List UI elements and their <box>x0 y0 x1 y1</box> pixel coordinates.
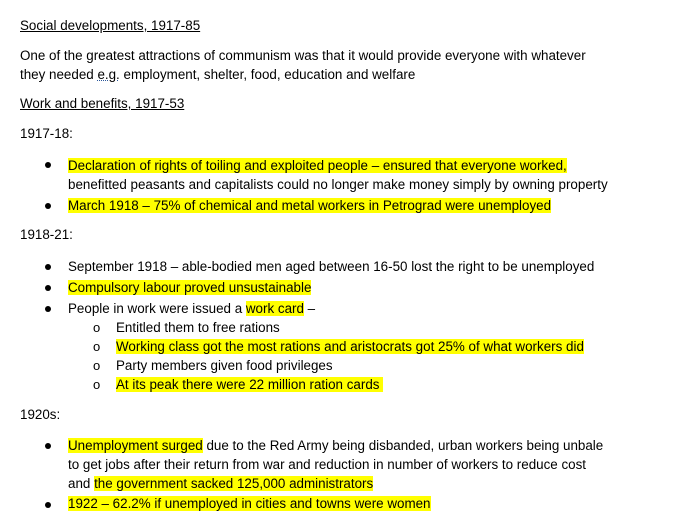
highlighted-text: At its peak there were 22 million ration cards <box>116 377 384 392</box>
section-heading: Work and benefits, 1917-53 <box>20 96 185 111</box>
item-text: People in work were issued a <box>68 301 246 316</box>
intro-text-b: employment, shelter, food, education and welfare <box>119 67 416 82</box>
bullet-icon <box>45 285 51 291</box>
sub-bullet-icon: o <box>93 358 101 373</box>
list-item-continuation: to get jobs after their return from war and reduction in number of workers to reduce cost <box>68 457 587 472</box>
list-item-continuation <box>68 474 373 493</box>
sub-bullet-icon: o <box>93 377 101 392</box>
list-item <box>68 278 311 297</box>
intro-text-a: they needed <box>20 67 98 82</box>
list-item <box>68 299 315 318</box>
highlighted-text: Unemployment surged <box>68 438 203 453</box>
highlighted-text: Compulsory labour proved unsustainable <box>68 280 312 295</box>
list-item <box>68 494 431 513</box>
period-label: 1917-18: <box>20 126 73 141</box>
bullet-icon <box>45 264 51 270</box>
bullet-icon <box>45 306 51 312</box>
sub-list-item <box>116 375 383 394</box>
highlighted-text: March 1918 – 75% of chemical and metal workers in Petrograd were unemployed <box>68 198 552 213</box>
highlighted-text: Declaration of rights of toiling and exploited people – ensured that everyone worked, <box>68 158 567 173</box>
period-label: 1918-21: <box>20 227 73 242</box>
intro-line-1: One of the greatest attractions of communism was that it would provide everyone with whatever <box>20 48 586 63</box>
list-item <box>68 436 603 455</box>
sub-bullet-icon: o <box>93 339 101 354</box>
document-title: Social developments, 1917-85 <box>20 18 201 33</box>
intro-line-2 <box>20 65 415 84</box>
period-label: 1920s: <box>20 407 61 422</box>
item-text: and <box>68 476 95 491</box>
sub-list-item: Entitled them to free rations <box>116 320 280 335</box>
bullet-icon <box>45 162 51 168</box>
list-item <box>68 156 567 175</box>
highlighted-text: 1922 – 62.2% if unemployed in cities and towns were women <box>68 496 431 511</box>
highlighted-text: work card <box>245 301 304 316</box>
highlighted-text: Working class got the most rations and aristocrats got 25% of what workers did <box>116 339 584 354</box>
highlighted-text: the government sacked 125,000 administrators <box>94 476 374 491</box>
list-item: September 1918 – able-bodied men aged between 16-50 lost the right to be unemployed <box>68 259 595 274</box>
sub-bullet-icon: o <box>93 320 101 335</box>
bullet-icon <box>45 443 51 449</box>
sub-list-item <box>116 337 584 356</box>
bullet-icon <box>45 502 51 508</box>
sub-list-item: Party members given food privileges <box>116 358 333 373</box>
bullet-icon <box>45 203 51 209</box>
intro-eg: e.g. <box>97 67 120 82</box>
item-tail: – <box>303 301 316 316</box>
list-item-continuation: benefitted peasants and capitalists could no longer make money simply by owning property <box>68 177 608 192</box>
list-item <box>68 196 551 215</box>
item-text: due to the Red Army being disbanded, urban workers being unbale <box>202 438 604 453</box>
